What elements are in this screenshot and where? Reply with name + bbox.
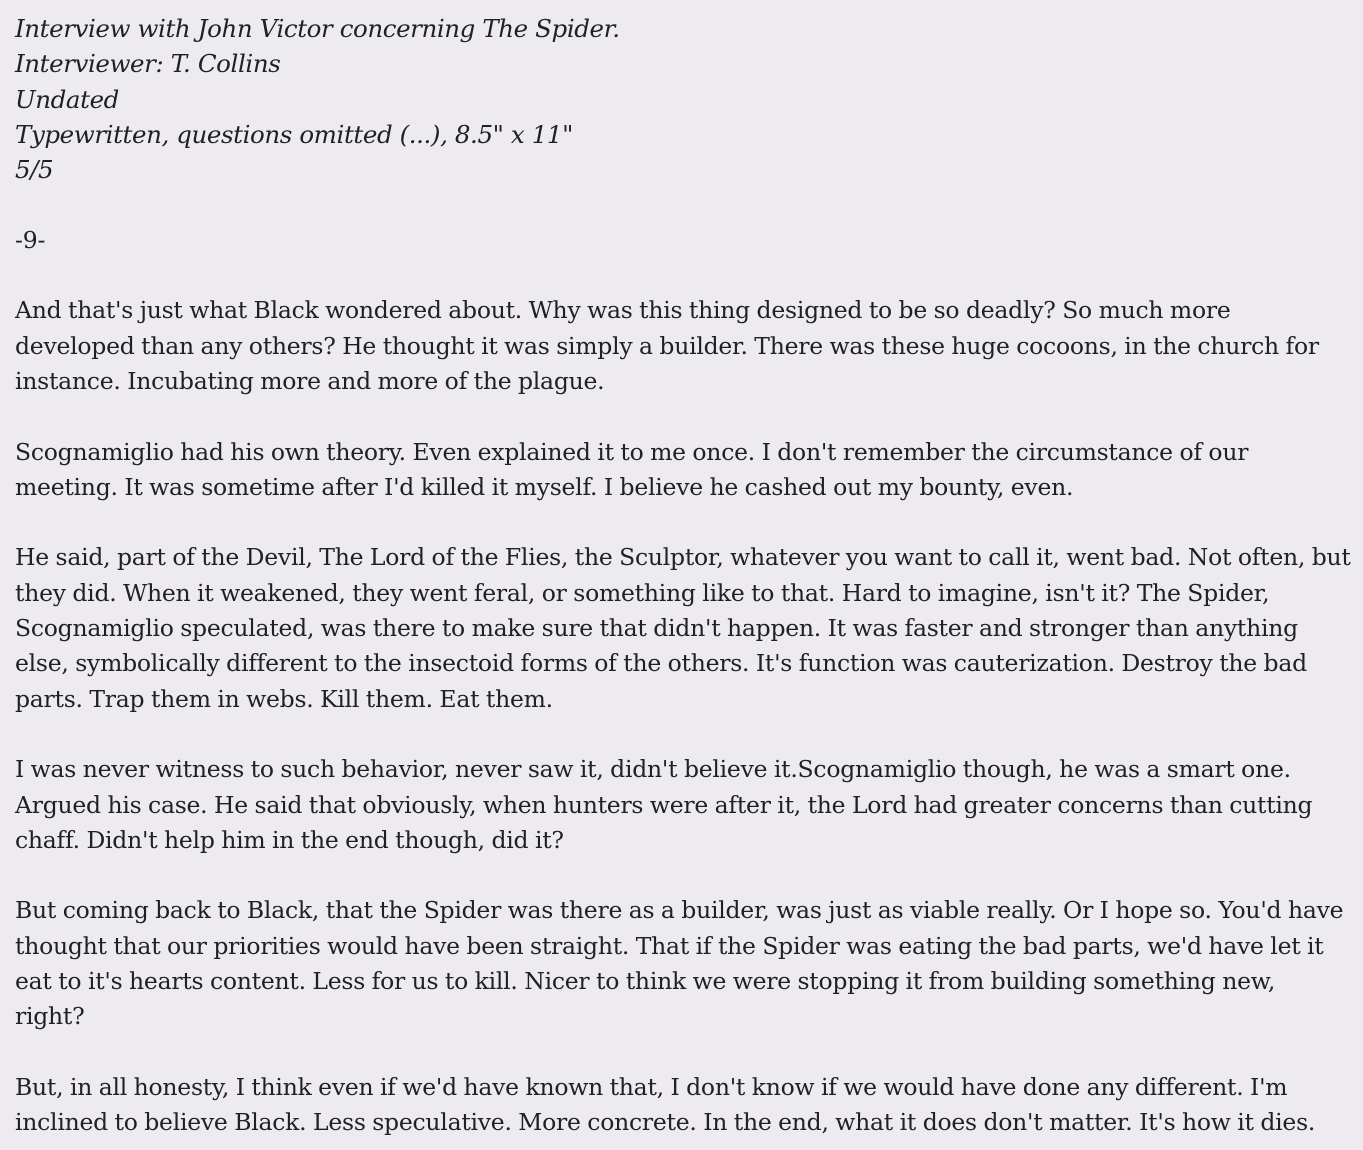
date-line: Undated bbox=[15, 84, 119, 114]
interview-body bbox=[15, 293, 1363, 1140]
paragraph: Scognamiglio had his own theory. Even explained it to me once. I don't remember the circumstance of our meeting. It was sometime after I'd killed it myself. I believe he cashed out my bounty, even. bbox=[15, 437, 1249, 501]
page-number: -9- bbox=[15, 225, 46, 254]
paragraph: But coming back to Black, that the Spider was there as a builder, was just as viable really. Or I hope so. You'd have thought that our priorities would have been straight. That if the Spider was eating the bad parts, we'd have let it eat to it's hearts content. Less for us to kill. Nicer to think we were stopping it from building something new, right? bbox=[15, 896, 1344, 1031]
paragraph: He said, part of the Devil, The Lord of the Flies, the Sculptor, whatever you want to call it, went bad. Not often, but they did. When it weakened, they went feral, or something like to that. Hard to imagine, isn't it? The Spider, Scognamiglio speculated, was there to make sure that didn't happen. It was faster and stronger than anything else, symbolically different to the insectoid forms of the others. It's function was cauterization. Destroy the bad parts. Trap them in webs. Kill them. Eat them. bbox=[15, 543, 1351, 713]
interviewer-line: Interviewer: T. Collins bbox=[15, 49, 281, 79]
paragraph: But, in all honesty, I think even if we'd have known that, I don't know if we would have done any different. I'm inclined to believe Black. Less speculative. More concrete. In the end, what it does don't matter. It's how it dies. bbox=[15, 1072, 1316, 1137]
document-header bbox=[15, 11, 1363, 187]
interview-title: Interview with John Victor concerning The Spider. bbox=[15, 14, 620, 43]
paragraph: I was never witness to such behavior, never saw it, didn't believe it.Scognamiglio though, he was a smart one. Argued his case. He said that obviously, when hunters were after it, the Lord had greater concerns than cutting chaff. Didn't help him in the end though, did it? bbox=[15, 755, 1313, 854]
paragraph: And that's just what Black wondered about. Why was this thing designed to be so deadly? So much more developed than any others? He thought it was simply a builder. There was these huge cocoons, in the church for instance. Incubating more and more of the plague. bbox=[15, 296, 1319, 395]
part-line: 5/5 bbox=[15, 155, 54, 185]
format-line: Typewritten, questions omitted (...), 8.5" x 11" bbox=[15, 119, 573, 149]
